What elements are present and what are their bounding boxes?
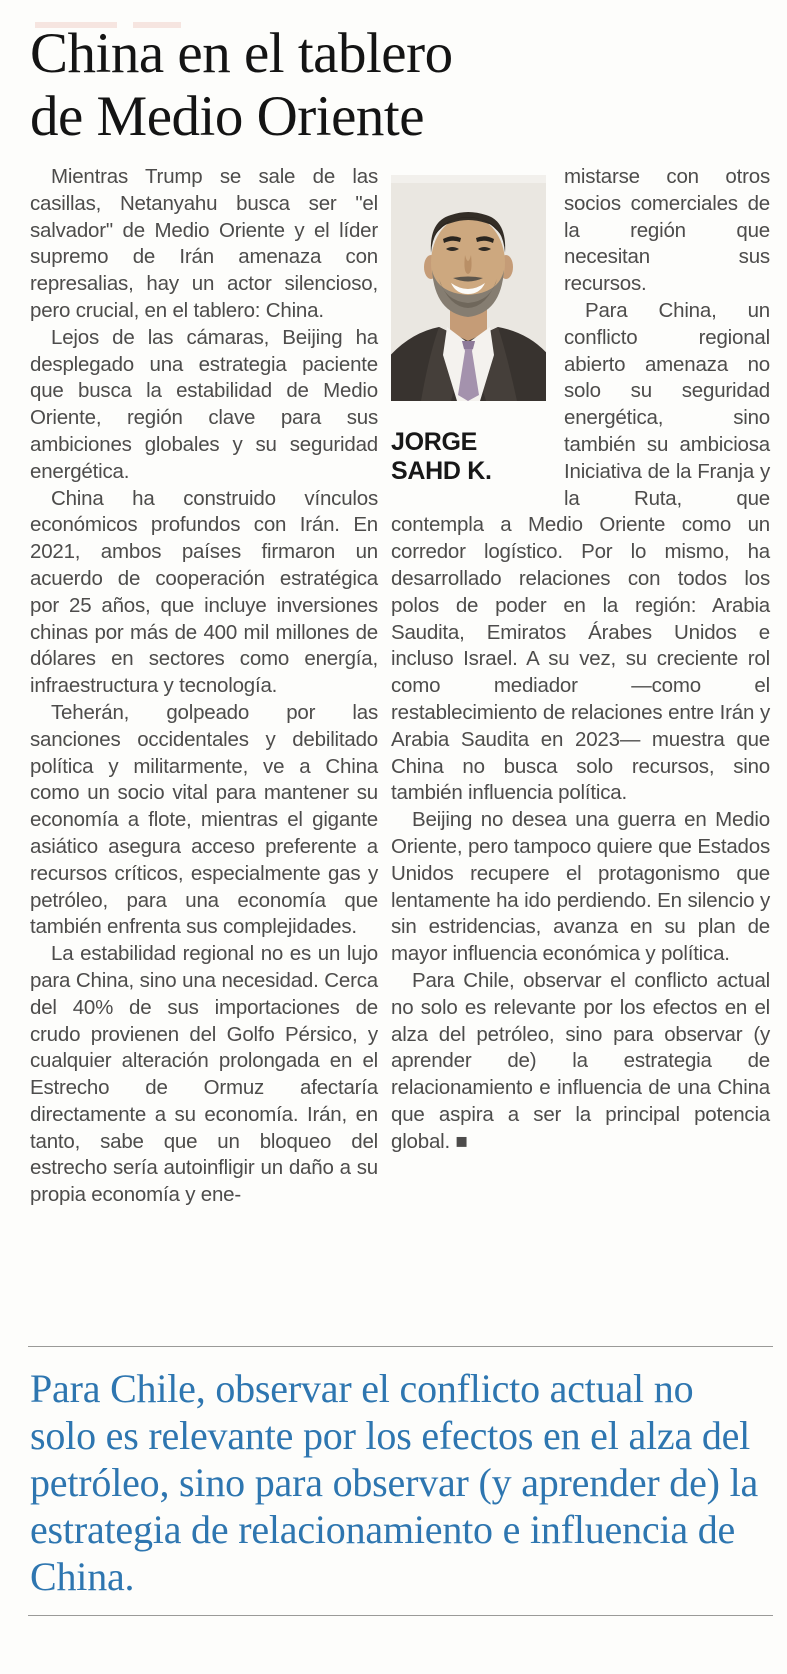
byline-line-2: SAHD K. xyxy=(391,457,492,485)
author-portrait-illustration xyxy=(391,175,546,401)
paragraph: Para China, un conflicto regional abierto amenaza no solo su seguridad energética, sino también su ambiciosa Iniciativa de la Franja y la Ruta, que contempla a Medio Oriente como un corredor logístico. Por lo mismo, ha desarrollado relaciones con todos los polos de poder en la región: Arabia Saudita, Emiratos Árabes Unidos e incluso Israel. A su vez, su creciente rol como mediador —como el restablecimiento de relaciones entre Irán y Arabia Saudita en 2023— muestra que China no busca solo recursos, sino también influencia política. xyxy=(391,298,770,805)
paragraph: Lejos de las cámaras, Beijing ha desplegado una estrategia paciente que busca la estabilidad de Medio Oriente, región clave para sus ambiciones globales y su seguridad energética. xyxy=(30,325,378,483)
author-block xyxy=(391,175,548,486)
headline-line-2: de Medio Oriente xyxy=(30,85,425,148)
pull-quote: Para Chile, observar el conflicto actual no solo es relevante por los efectos en el alza del petróleo, sino para observar (y aprender de) la estrategia de relacionamiento e influencia de China. xyxy=(30,1366,759,1599)
paragraph: Mientras Trump se sale de las casillas, Netanyahu busca ser "el salvador" de Medio Oriente y el líder supremo de Irán amenaza con represalias, hay un actor silencioso, pero crucial, en el tablero: China. xyxy=(30,165,378,322)
article-headline xyxy=(30,22,757,148)
cropped-header-mark xyxy=(133,22,181,28)
paragraph: La estabilidad regional no es un lujo para China, sino una necesidad. Cerca del 40% de sus importaciones de crudo provienen del Golfo Pérsico, y cualquier alteración prolongada en el Estrecho de Ormuz afectaría directamente a su economía. Irán, en tanto, sabe que un bloqueo del estrecho sería autoinfligir un daño a su propia economía y ene- xyxy=(30,942,378,1207)
article-column-left xyxy=(30,164,378,1324)
paragraph: China ha construido vínculos económicos profundos con Irán. En 2021, ambos países firmaron un acuerdo de cooperación estratégica por 25 años, que incluye inversiones chinas por más de 400 mil millones de dólares en sectores como energía, infraestructura y tecnología. xyxy=(30,486,378,698)
newspaper-article-page xyxy=(0,22,787,1674)
paragraph-with-end-mark: Para Chile, observar el conflicto actual no solo es relevante por los efectos en el alza del petróleo, sino para observar (y aprender de) la estrategia de relacionamiento e influencia de una China que aspira a ser la principal potencia global. ■ xyxy=(391,968,770,1153)
headline-line-1: China en el tablero xyxy=(30,22,453,85)
paragraph-continuation: mistarse con otros socios comerciales de la región que necesitan sus recursos. xyxy=(564,165,770,296)
pull-quote-bottom-rule xyxy=(28,1615,773,1616)
byline-line-1: JORGE xyxy=(391,428,478,456)
article-column-right xyxy=(391,164,770,1324)
paragraph: Teherán, golpeado por las sanciones occidentales y debilitado política y militarmente, ve a China como un socio vital para mantener su economía a flote, mientras el gigante asiático asegura acceso preferente a recursos críticos, especialmente gas y petróleo, para una economía que también enfrenta sus complejidades. xyxy=(30,700,378,939)
cropped-header-mark xyxy=(35,22,117,28)
paragraph: Beijing no desea una guerra en Medio Oriente, pero tampoco quiere que Estados Unidos recupere el protagonismo que lentamente ha ido perdiendo. En silencio y sin estridencias, avanza en su plan de mayor influencia económica y política. xyxy=(391,808,770,966)
pull-quote-top-rule xyxy=(28,1346,773,1347)
author-photo xyxy=(391,175,546,401)
author-byline xyxy=(391,428,548,486)
article-body xyxy=(30,164,770,1324)
